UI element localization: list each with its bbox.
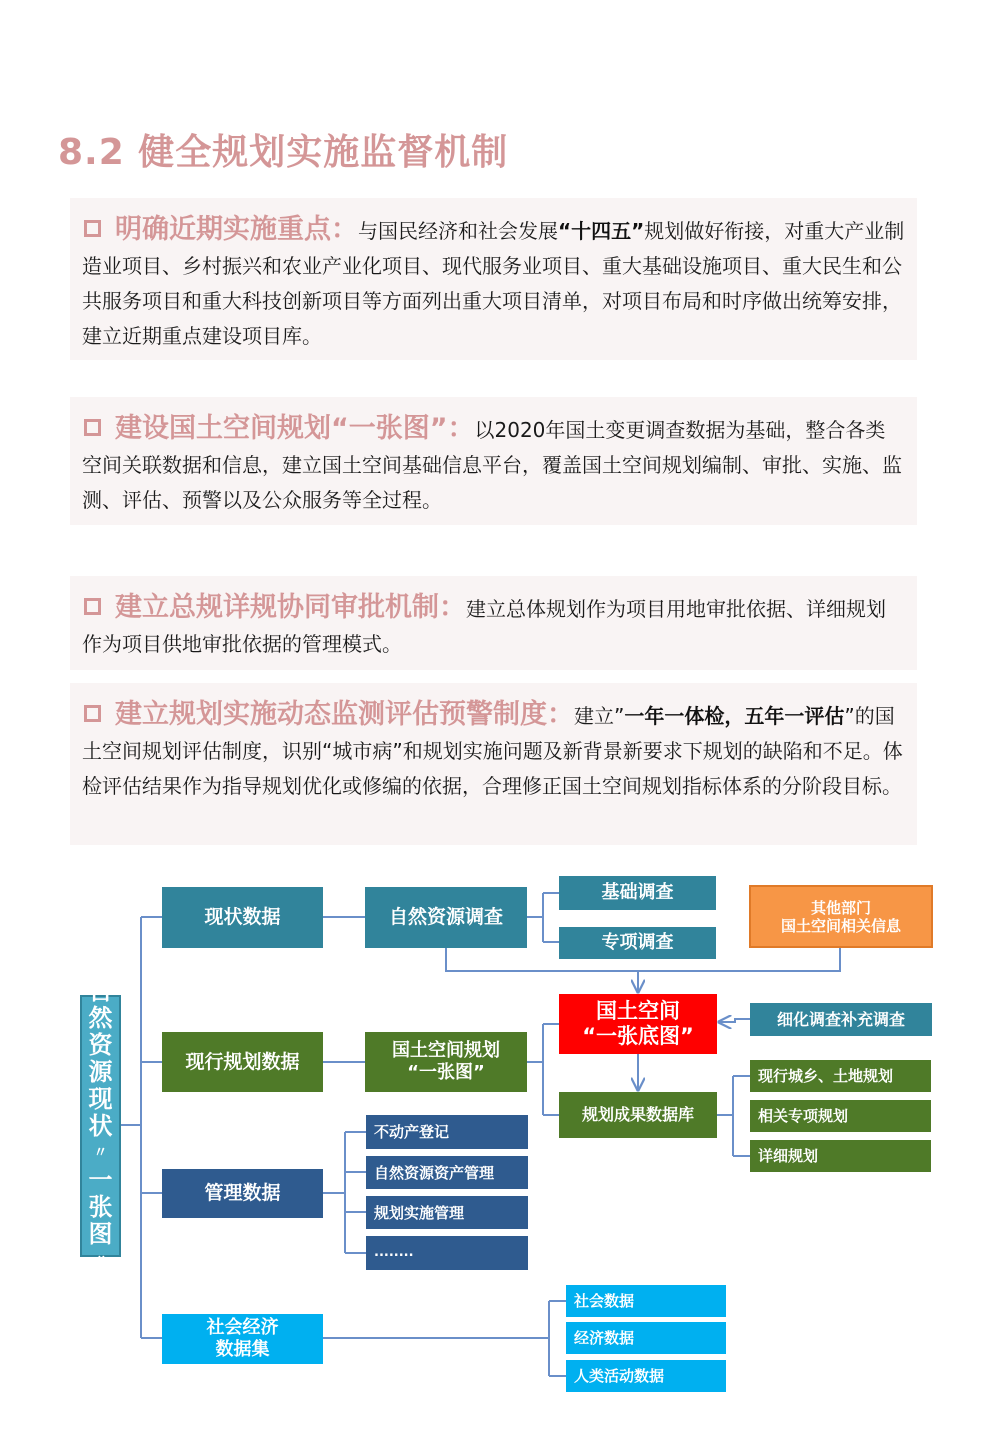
card-heading: 明确近期实施重点： xyxy=(115,214,358,245)
checkbox-bullet-icon xyxy=(84,705,101,722)
node-special-planning: 相关专项规划 xyxy=(750,1100,931,1132)
node-more: ........ xyxy=(366,1236,528,1270)
root-char: 现 xyxy=(88,1084,113,1113)
node-planning-one-map xyxy=(365,1032,527,1092)
checkbox-bullet-icon xyxy=(84,419,101,436)
root-char: 〃 xyxy=(93,1252,108,1269)
card-heading: 建设国土空间规划“一张图”： xyxy=(115,413,475,444)
node-text: “一张底图” xyxy=(582,1024,694,1048)
node-socioeconomic-dataset xyxy=(162,1314,323,1364)
node-text: “一张图” xyxy=(407,1062,485,1083)
card-text: 以2020年国土变更调查数据为基础，整合各类空间关联数据和信息，建立国土空间基础信息平台，覆盖国土空间规划编制、审批、实施、监测、评估、预警以及公众服务等全过程。 xyxy=(82,418,902,512)
page-title: 8.2 健全规划实施监督机制 xyxy=(58,132,509,173)
card-heading: 建立规划实施动态监测评估预警制度： xyxy=(115,699,574,730)
checkbox-bullet-icon xyxy=(84,598,101,615)
node-economic-data: 经济数据 xyxy=(566,1322,726,1354)
card-near-term-priorities xyxy=(70,198,917,360)
card-text: 与国民经济和社会发展 xyxy=(358,219,558,243)
node-current-planning-data: 现行规划数据 xyxy=(162,1032,323,1092)
card-text: 规划做好衔接，对重大产业制造业项目、乡村振兴和农业产业化项目、现代服务业项目、重大基础设施项目、重大民生和公共服务项目和重大科技创新项目等方面列出重大项目清单，对项目布局和时序做出统筹安排，建立近期重点建设项目库。 xyxy=(82,219,905,348)
root-char: 然 xyxy=(88,1003,113,1032)
node-management-data: 管理数据 xyxy=(162,1169,323,1218)
node-text: 社会经济 xyxy=(206,1317,279,1339)
card-monitoring-warning xyxy=(70,683,917,845)
card-text: ”的国土空间规划评估制度，识别“城市病”和规划实施问题及新背景新要求下规划的缺陷和不足。体检评估结果作为指导规划优化或修编的依据，合理修正国土空间规划指标体系的分阶段目标。 xyxy=(82,704,903,798)
node-human-activity-data: 人类活动数据 xyxy=(566,1360,726,1392)
node-text: 国土空间规划 xyxy=(392,1040,500,1062)
node-asset-management: 自然资源资产管理 xyxy=(366,1156,528,1189)
root-char: 一 xyxy=(88,1165,113,1194)
card-text: 建立总体规划作为项目用地审批依据、详细规划作为项目供地审批依据的管理模式。 xyxy=(82,597,886,656)
root-char: 图 xyxy=(88,1219,113,1248)
root-char: 张 xyxy=(88,1192,113,1221)
node-detailed-planning: 详细规划 xyxy=(750,1140,931,1172)
node-text: 国土空间相关信息 xyxy=(780,916,901,935)
node-planning-results-db: 规划成果数据库 xyxy=(559,1092,717,1138)
root-char: 自 xyxy=(88,976,113,1005)
arrow-line xyxy=(719,1019,750,1022)
node-implementation-management: 规划实施管理 xyxy=(366,1196,528,1229)
root-char: 状 xyxy=(88,1111,113,1140)
node-natural-resource-survey: 自然资源调查 xyxy=(365,887,527,948)
card-text: 建立” xyxy=(574,704,625,728)
node-text: 数据集 xyxy=(215,1339,270,1360)
root-char: 源 xyxy=(88,1057,113,1086)
node-text: 国土空间 xyxy=(596,998,680,1023)
card-approval-mechanism xyxy=(70,576,917,670)
node-other-departments xyxy=(749,885,933,948)
node-text: 其他部门 xyxy=(810,898,871,917)
node-status-data: 现状数据 xyxy=(162,887,323,948)
card-bold-text: 一年一体检，五年一评估 xyxy=(624,704,845,728)
root-node-natural-resources-one-map xyxy=(80,976,121,1269)
node-social-data: 社会数据 xyxy=(566,1285,726,1317)
card-heading: 建立总规详规协同审批机制： xyxy=(115,592,466,623)
node-base-map xyxy=(559,994,717,1054)
node-basic-survey: 基础调查 xyxy=(559,876,716,910)
node-detailed-survey: 细化调查补充调查 xyxy=(750,1003,932,1036)
card-bold-text: “十四五” xyxy=(558,219,645,243)
node-special-survey: 专项调查 xyxy=(559,927,716,959)
card-one-map xyxy=(70,397,917,525)
node-urban-land-planning: 现行城乡、土地规划 xyxy=(750,1060,931,1092)
checkbox-bullet-icon xyxy=(84,220,101,237)
node-real-estate-registration: 不动产登记 xyxy=(366,1115,528,1149)
root-char: 资 xyxy=(88,1030,113,1059)
root-char: 〃 xyxy=(93,1144,108,1161)
